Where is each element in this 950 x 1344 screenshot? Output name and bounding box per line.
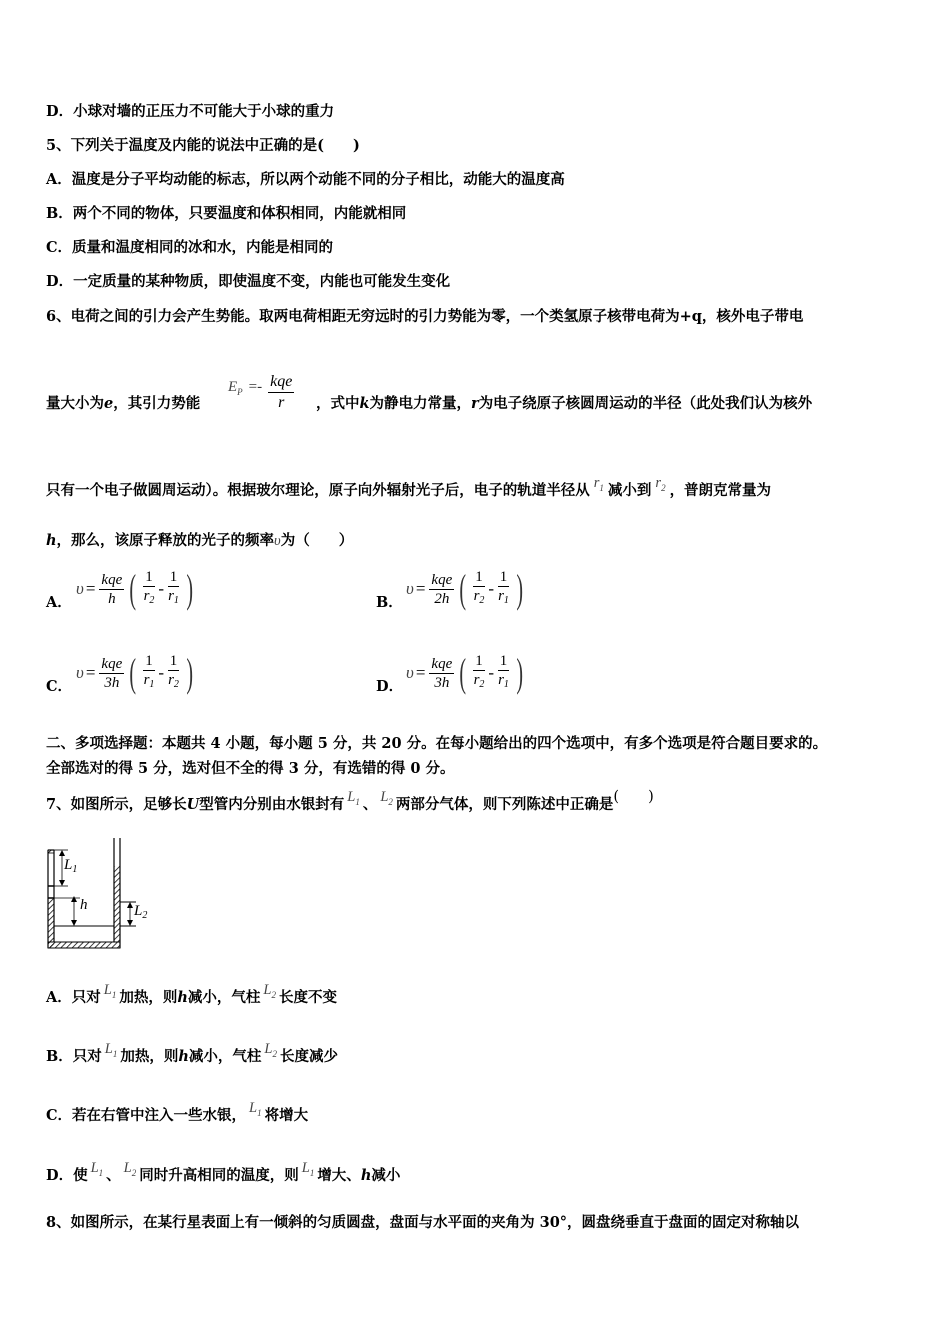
figure-label-l2: $L_2$: [134, 903, 148, 921]
q7-stem: 7、如图所示，足够长U型管内分别由水银封有 $L_1$ 、 $L_2$ 两部分气体，则下列陈述中正确是( ): [46, 789, 654, 813]
q7-option-b: B．只对 $L_1$ 加热，则h减小，气柱 $L_2$ 长度减少: [46, 1041, 338, 1065]
q5-stem: 5、下列关于温度及内能的说法中正确的是( ): [46, 137, 360, 154]
q8-stem: 8、如图所示，在某行星表面上有一倾斜的匀质圆盘，盘面与水平面的夹角为 30°，圆盘绕垂直于盘面的固定对称轴以: [46, 1214, 800, 1231]
u-tube-figure: [40, 838, 160, 954]
q6-option-b-label: B．: [376, 594, 403, 611]
q5-option-a: A．温度是分子平均动能的标志，所以两个动能不同的分子相比，动能大的温度高: [46, 171, 565, 188]
q6-stem-line1: 6、电荷之间的引力会产生势能。取两电荷相距无穷远时的引力势能为零，一个类氢原子核带电荷为+q，核外电子带电: [46, 308, 804, 325]
q6-stem-line4: h，那么，该原子释放的光子的频率υ为（ ）: [46, 532, 354, 549]
q6-stem-line3: 只有一个电子做圆周运动）。根据玻尔理论，原子向外辐射光子后，电子的轨道半径从 $r_1$ 减小到 $r_2$ ，普朗克常量为: [46, 475, 772, 499]
q6-stem-line2: 量大小为e，其引力势能: [46, 395, 201, 412]
q4-option-d: D．小球对墙的正压力不可能大于小球的重力: [46, 103, 335, 120]
q7-option-c: C．若在右管中注入一些水银， $L_1$ 将增大: [46, 1100, 309, 1124]
q5-option-b: B．两个不同的物体，只要温度和体积相同，内能就相同: [46, 205, 407, 222]
q6-option-c-formula: υ = $\frac{\text{kqe}}{3h}$ ( $\frac{1}{r_1}$ - $\frac{1}{r_2}$ ): [76, 650, 193, 695]
q5-option-c: C．质量和温度相同的冰和水，内能是相同的: [46, 239, 334, 256]
section2-heading-line1: 二、多项选择题：本题共 4 小题，每小题 5 分，共 20 分。在每小题给出的四个选项中，有多个选项是符合题目要求的。: [46, 735, 828, 752]
q7-option-d: D．使 $L_1$ 、 $L_2$ 同时升高相同的温度，则 $L_1$ 增大、h减小: [46, 1160, 401, 1184]
q6-option-a-label: A．: [46, 594, 72, 611]
q6-option-a-formula: υ = $\frac{\text{kqe}}{h}$ ( $\frac{1}{r_2}$ - $\frac{1}{r_1}$ ): [76, 566, 193, 611]
q7-option-a: A．只对 $L_1$ 加热，则h减小，气柱 $L_2$ 长度不变: [46, 982, 337, 1006]
q6-option-c-label: C．: [46, 678, 73, 695]
q6-option-d-label: D．: [376, 678, 404, 695]
figure-label-h: h: [80, 897, 88, 913]
q6-stem-line2-cont: ，式中k为静电力常量，r为电子绕原子核圆周运动的半径（此处我们认为核外: [316, 395, 813, 412]
q5-option-d: D．一定质量的某种物质，即使温度不变，内能也可能发生变化: [46, 273, 451, 290]
section2-heading-line2: 全部选对的得 5 分，选对但不全的得 3 分，有选错的得 0 分。: [46, 760, 455, 777]
q6-potential-energy-formula: $E_P$ =- $\frac{\text{kqe}}{r}$: [228, 373, 293, 411]
q6-option-b-formula: υ = $\frac{\text{kqe}}{2h}$ ( $\frac{1}{r_2}$ - $\frac{1}{r_1}$ ): [406, 566, 523, 611]
q6-option-d-formula: υ = $\frac{\text{kqe}}{3h}$ ( $\frac{1}{r_2}$ - $\frac{1}{r_1}$ ): [406, 650, 523, 695]
figure-label-l1: $L_1$: [64, 857, 78, 875]
